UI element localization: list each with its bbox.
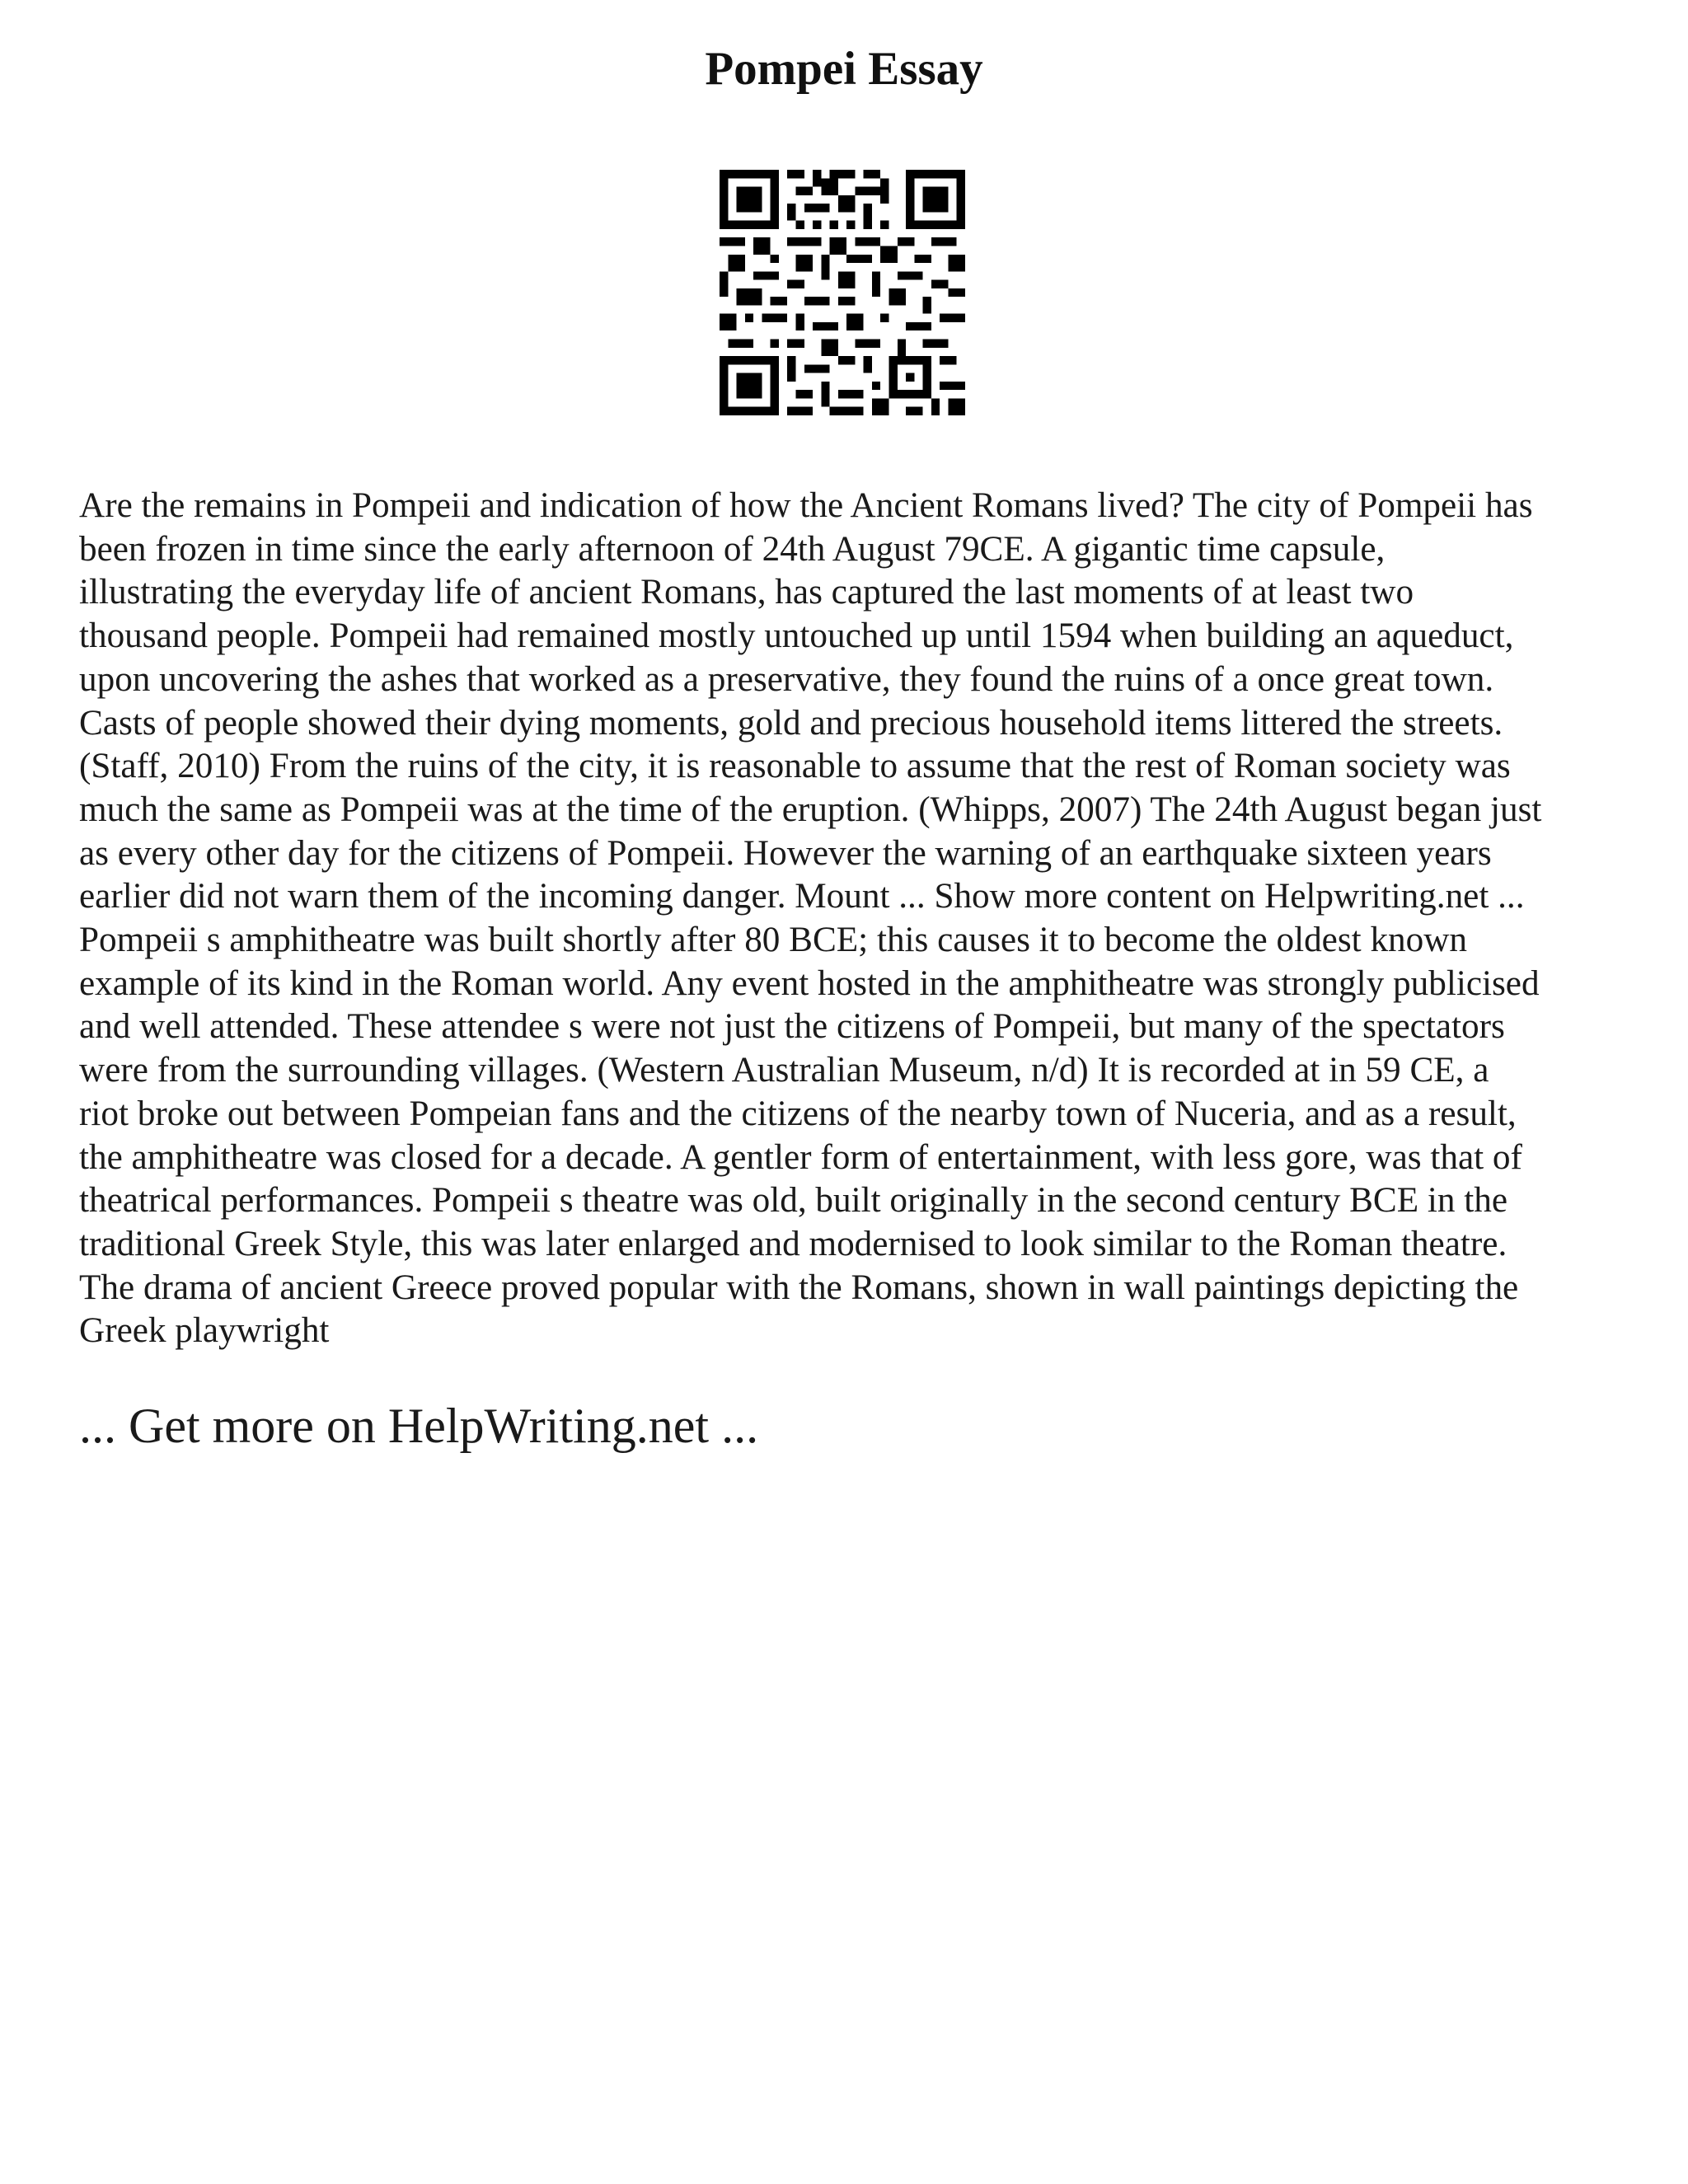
essay-line: earlier did not warn them of the incoming danger. Mount ... Show more content on Helpwriting.net ... bbox=[79, 877, 1525, 916]
essay-line: Casts of people showed their dying moments, gold and precious household items littered the streets. bbox=[79, 703, 1503, 743]
essay-excerpt bbox=[79, 485, 1625, 1353]
essay-line: been frozen in time since the early afternoon of 24th August 79CE. A gigantic time capsule, bbox=[79, 529, 1386, 569]
essay-line: example of its kind in the Roman world. Any event hosted in the amphitheatre was strongly publicised bbox=[79, 963, 1540, 1003]
essay-line: traditional Greek Style, this was later enlarged and modernised to look similar to the Roman theatre. bbox=[79, 1224, 1507, 1263]
essay-line: upon uncovering the ashes that worked as a preservative, they found the ruins of a once great town. bbox=[79, 659, 1494, 699]
essay-line: riot broke out between Pompeian fans and the citizens of the nearby town of Nuceria, and as a result, bbox=[79, 1094, 1517, 1133]
get-more-link[interactable]: ... Get more on HelpWriting.net ... bbox=[79, 1399, 759, 1453]
essay-line: thousand people. Pompeii had remained mostly untouched up until 1594 when building an aqueduct, bbox=[79, 616, 1514, 656]
essay-line: The drama of ancient Greece proved popular with the Romans, shown in wall paintings depicting the bbox=[79, 1268, 1519, 1307]
essay-line: (Staff, 2010) From the ruins of the city, it is reasonable to assume that the rest of Roman society was bbox=[79, 747, 1511, 786]
essay-line: and well attended. These attendee s were not just the citizens of Pompeii, but many of the spectators bbox=[79, 1007, 1505, 1047]
essay-line: as every other day for the citizens of Pompeii. However the warning of an earthquake sixteen years bbox=[79, 833, 1492, 873]
essay-line: Greek playwright bbox=[79, 1311, 330, 1351]
essay-line: Are the remains in Pompeii and indication of how the Ancient Romans lived? The city of Pompeii has bbox=[79, 486, 1533, 525]
essay-line: much the same as Pompeii was at the time of the eruption. (Whipps, 2007) The 24th August began just bbox=[79, 790, 1542, 829]
essay-line: Pompeii s amphitheatre was built shortly after 80 BCE; this causes it to become the oldest known bbox=[79, 921, 1468, 960]
essay-line: the amphitheatre was closed for a decade. A gentler form of entertainment, with less gore, was that of bbox=[79, 1137, 1522, 1177]
essay-line: theatrical performances. Pompeii s theatre was old, built originally in the second century BCE in the bbox=[79, 1181, 1508, 1221]
essay-line: illustrating the everyday life of ancient Romans, has captured the last moments of at least two bbox=[79, 573, 1414, 612]
qr-code-icon bbox=[720, 170, 965, 415]
essay-line: were from the surrounding villages. (Western Australian Museum, n/d) It is recorded at in 59 CE, a bbox=[79, 1051, 1489, 1090]
page-title: Pompei Essay bbox=[705, 43, 983, 95]
